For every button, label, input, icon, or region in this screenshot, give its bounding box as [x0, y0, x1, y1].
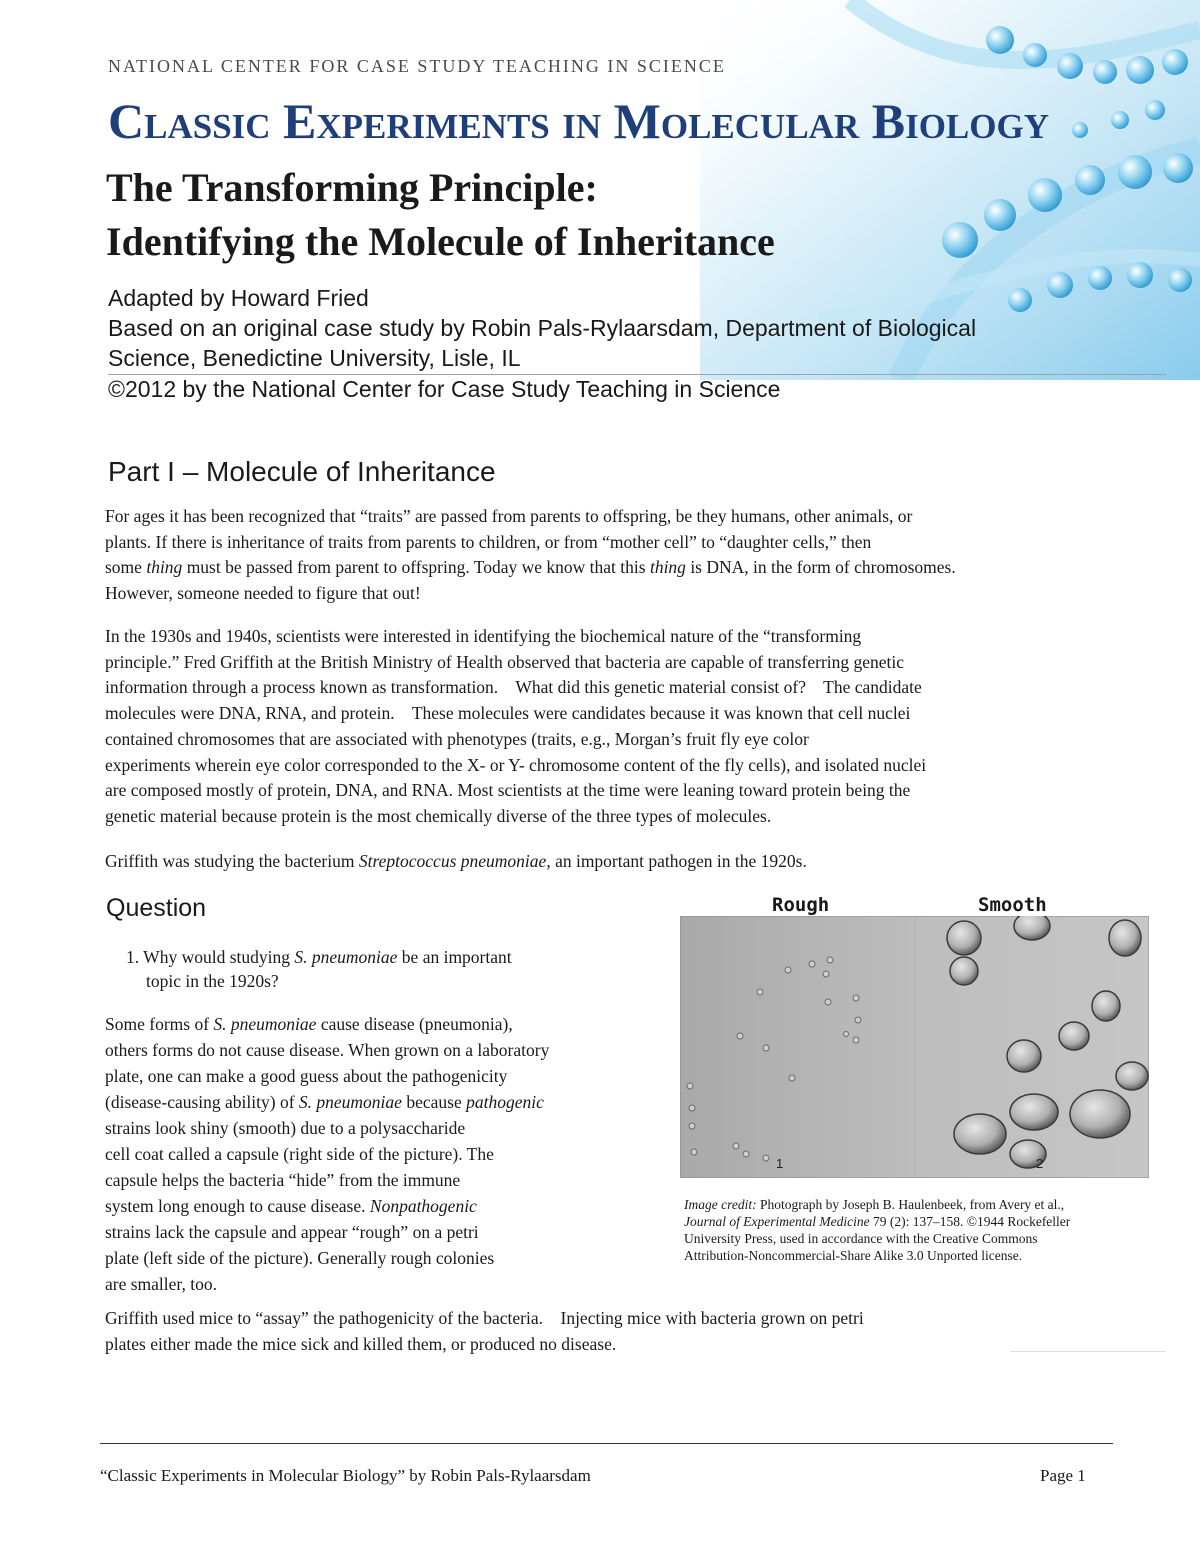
- paragraph-line: are composed mostly of protein, DNA, and RNA. Most scientists at the time were leaning toward protein being the: [105, 780, 911, 801]
- figure-panel-2-label: 2: [1036, 1156, 1044, 1171]
- paragraph-line: [105, 555, 1165, 581]
- paragraph-line: [105, 1011, 665, 1037]
- colony-photograph: [680, 916, 1149, 1178]
- paragraph-line: capsule helps the bacteria “hide” from the immune: [105, 1170, 461, 1190]
- emphasis: thing: [146, 557, 183, 578]
- figure-label-smooth: Smooth: [978, 894, 1047, 916]
- case-title-line-2: Identifying the Molecule of Inheritance: [106, 219, 775, 264]
- based-on-line-1: Based on an original case study by Robin Pals-Rylaarsdam, Department of Biological: [108, 315, 977, 341]
- paragraph-line: cell coat called a capsule (right side of the picture). The: [105, 1144, 494, 1164]
- text-run: cause disease (pneumonia),: [316, 1014, 513, 1034]
- paragraph-line: However, someone needed to figure that out!: [105, 583, 421, 604]
- emphasis: pathogenic: [466, 1092, 544, 1112]
- text-run: must be passed from parent to offspring. Today we know that this: [182, 557, 650, 578]
- adapted-by: Adapted by Howard Fried: [108, 285, 369, 311]
- paragraph-line: For ages it has been recognized that “traits” are passed from parents to offspring, be they humans, other animals, or: [105, 506, 913, 526]
- paragraph-line: information through a process known as transformation. What did this genetic material consist of? The candidate: [105, 677, 922, 698]
- paragraph-line: plate, one can make a good guess about the pathogenicity: [105, 1066, 508, 1086]
- credit-line: [684, 1196, 1154, 1213]
- species-name: S. pneumoniae: [213, 1014, 317, 1034]
- paragraph-line: In the 1930s and 1940s, scientists were interested in identifying the biochemical nature of the “transforming: [105, 626, 862, 646]
- question-line: [126, 945, 512, 969]
- text-run: be an important: [397, 947, 512, 967]
- text-run: Griffith was studying the bacterium: [105, 851, 359, 871]
- paragraph-line: contained chromosomes that are associated with phenotypes (traits, e.g., Morgan’s fruit fly eye color: [105, 728, 809, 749]
- paragraph-line: are smaller, too.: [105, 1274, 218, 1294]
- paragraph-line: [105, 849, 1165, 875]
- paragraph-line: plates either made the mice sick and killed them, or produced no disease.: [105, 1333, 617, 1354]
- case-title-line-1: The Transforming Principle:: [106, 165, 598, 210]
- org-name: NATIONAL CENTER FOR CASE STUDY TEACHING IN SCIENCE: [108, 56, 726, 76]
- paragraph-griffith: [105, 849, 1165, 875]
- paragraph-line: Griffith used mice to “assay” the pathogenicity of the bacteria. Injecting mice with bacteria grown on petri: [105, 1308, 864, 1328]
- text-run: , an important pathogen in the 1920s.: [546, 851, 807, 871]
- text-run: 1. Why would studying: [126, 947, 295, 967]
- credit-line: Attribution-Noncommercial-Share Alike 3.0 Unported license.: [684, 1248, 1023, 1263]
- footer-divider: [100, 1443, 1113, 1444]
- text-run: Some forms of: [105, 1014, 214, 1034]
- species-name: S. pneumoniae: [294, 947, 398, 967]
- figure-credit: [684, 1196, 1154, 1264]
- part-heading: Part I – Molecule of Inheritance: [108, 456, 496, 487]
- paragraph-line: strains look shiny (smooth) due to a polysaccharide: [105, 1118, 466, 1138]
- paragraph-line: strains lack the capsule and appear “rough” on a petri: [105, 1222, 479, 1242]
- figure-panel-1-label: 1: [776, 1156, 784, 1171]
- credit-line: [684, 1213, 1154, 1230]
- footer-citation: “Classic Experiments in Molecular Biology” by Robin Pals-Rylaarsdam: [100, 1466, 591, 1485]
- paragraph-line: plate (left side of the picture). Generally rough colonies: [105, 1248, 495, 1268]
- credit-label: Image credit:: [684, 1197, 757, 1212]
- journal-name: Journal of Experimental Medicine: [684, 1214, 870, 1229]
- copyright: ©2012 by the National Center for Case Study Teaching in Science: [108, 376, 781, 402]
- text-run: system long enough to cause disease.: [105, 1196, 370, 1216]
- paragraph-mouse-assay: [105, 1306, 1165, 1357]
- header-divider: [108, 374, 1166, 375]
- species-name: S. pneumoniae: [298, 1092, 402, 1112]
- credit-line: University Press, used in accordance with the Creative Commons: [684, 1231, 1038, 1246]
- species-name: Streptococcus pneumoniae: [358, 851, 547, 871]
- page-number: Page 1: [1040, 1466, 1086, 1485]
- paragraph-line: others forms do not cause disease. When grown on a laboratory: [105, 1040, 550, 1060]
- figure-label-rough: Rough: [772, 894, 830, 916]
- text-run: Photograph by Joseph B. Haulenbeek, from Avery et al.,: [756, 1197, 1065, 1212]
- question-line: topic in the 1920s?: [146, 971, 279, 991]
- based-on-line-2: Science, Benedictine University, Lisle, IL: [108, 345, 521, 371]
- paragraph-line: [105, 1089, 665, 1115]
- paragraph-line: molecules were DNA, RNA, and protein. These molecules were candidates because it was known that cell nuclei: [105, 703, 911, 724]
- paragraph-line: plants. If there is inheritance of traits from parents to children, or from “mother cell” to “daughter cells,” then: [105, 531, 872, 552]
- text-run: because: [401, 1092, 467, 1112]
- paragraph-history: [105, 624, 1165, 830]
- paragraph-line: [105, 1193, 665, 1219]
- question-item: [126, 945, 512, 993]
- paragraph-pathogenicity: [105, 1011, 665, 1297]
- paragraph-line: principle.” Fred Griffith at the British Ministry of Health observed that bacteria are capable of transferring genetic: [105, 651, 905, 672]
- paragraph-line: experiments wherein eye color corresponded to the X- or Y- chromosome content of the fly cells), and isolated nuclei: [105, 754, 927, 775]
- question-heading: Question: [106, 894, 207, 922]
- emphasis: thing: [649, 557, 686, 578]
- emphasis: Nonpathogenic: [369, 1196, 477, 1216]
- paragraph-intro: [105, 504, 1165, 607]
- text-run: (disease-causing ability) of: [105, 1092, 299, 1112]
- divider: [1010, 1351, 1166, 1352]
- text-run: some: [105, 557, 147, 578]
- text-run: 79 (2): 137–158. ©1944 Rockefeller: [869, 1214, 1071, 1229]
- text-run: is DNA, in the form of chromosomes.: [685, 557, 956, 578]
- series-title: Classic Experiments in Molecular Biology: [108, 93, 1049, 149]
- paragraph-line: genetic material because protein is the most chemically diverse of the three types of molecules.: [105, 805, 772, 826]
